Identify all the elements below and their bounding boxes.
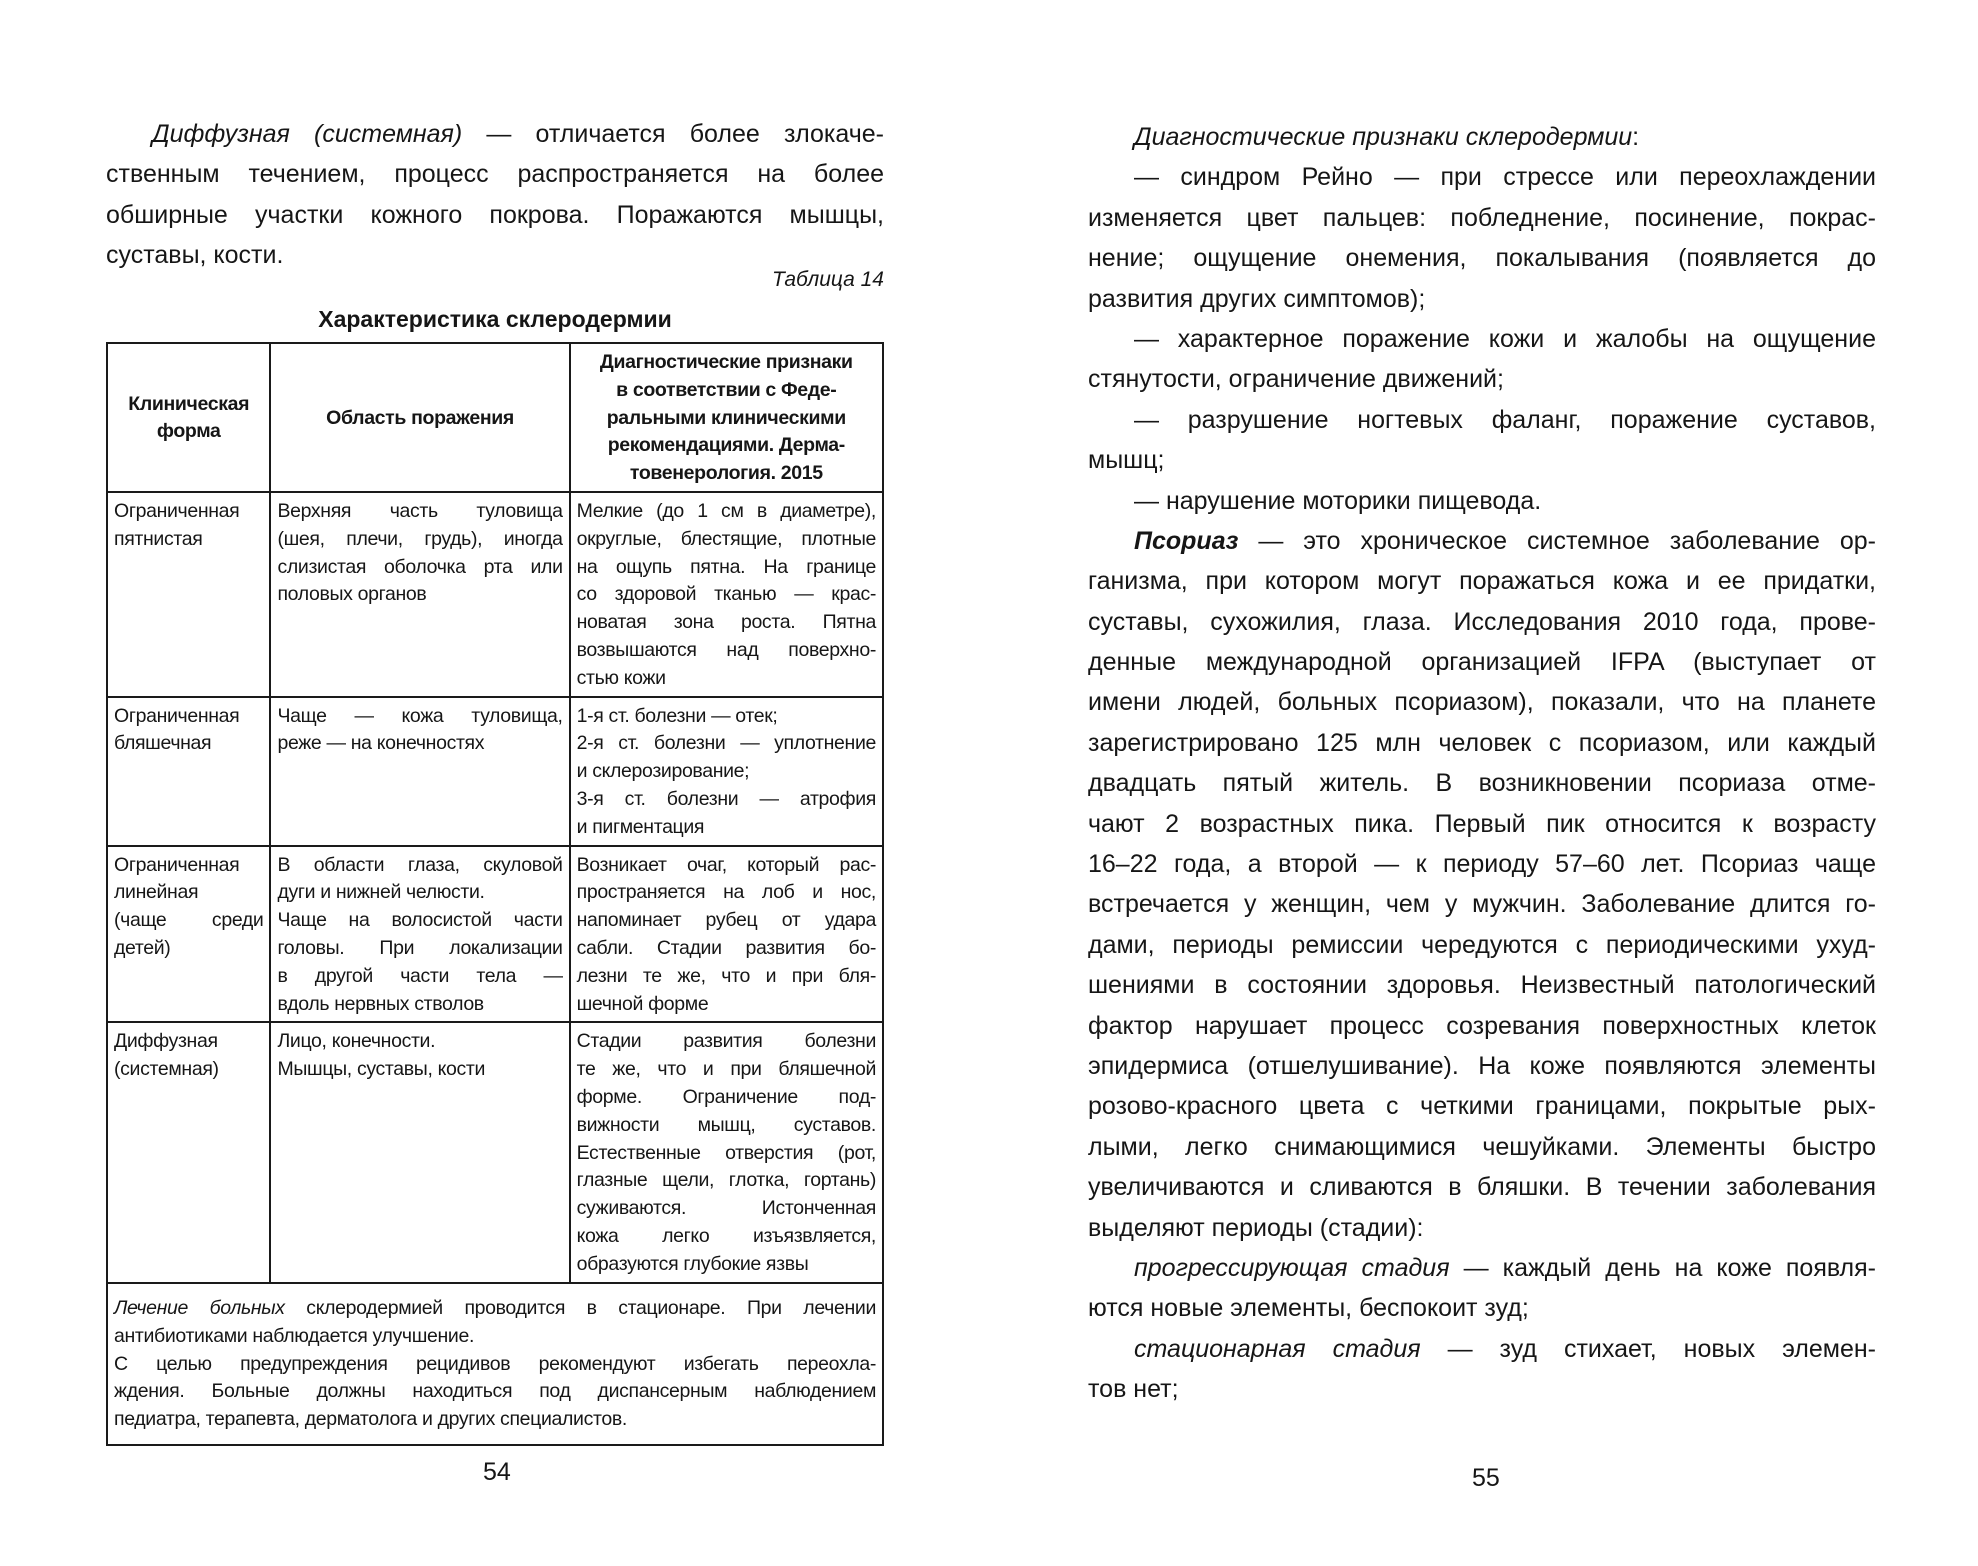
line-text: эпидермиса (отшелушивание). На коже появляются элементы	[1088, 1051, 1876, 1080]
line-text: встречается у женщин, чем у мужчин. Заболевание длится го-	[1088, 890, 1876, 919]
line-text: — это хроническое системное заболевание ор-	[1238, 526, 1876, 555]
cell-line: детей)	[114, 936, 171, 959]
text-line	[106, 154, 884, 194]
line-text: тов нет;	[1088, 1375, 1179, 1404]
text-line	[1088, 1046, 1876, 1086]
italic-term: Диффузная (системная)	[152, 120, 463, 148]
table-cell	[107, 697, 270, 846]
cell-line: вижности мышц, суставов.	[576, 1113, 876, 1136]
cell-line: те же, что и при бляшечной	[576, 1058, 876, 1081]
text-line	[1088, 1006, 1876, 1046]
line-text: чают 2 возрастных пика. Первый пик относится к возрасту	[1088, 809, 1876, 838]
line-text: денные международной организацией IFPA (выступает от	[1088, 648, 1876, 677]
line-text: развития других симптомов);	[1088, 284, 1426, 313]
line-text: двадцать пятый житель. В возникновении псориаза отме-	[1088, 769, 1876, 798]
cell-line: (шея, плечи, грудь), иногда	[277, 527, 563, 550]
page-number-left: 54	[483, 1458, 511, 1486]
cell-line: и склерозирование;	[576, 760, 750, 783]
text-line	[1088, 440, 1876, 480]
line-text: :	[1632, 123, 1640, 151]
line-text: изменяется цвет пальцев: побледнение, посинение, покрас-	[1088, 203, 1876, 232]
cell-line: форма	[156, 420, 221, 443]
text-line	[1088, 1167, 1876, 1207]
line-text: увеличиваются и сливаются в бляшки. В течении заболевания	[1088, 1173, 1876, 1202]
text-line	[1088, 1086, 1876, 1126]
cell-line: Лицо, конечности.	[277, 1030, 436, 1053]
cell-line: со здоровой тканью — крас-	[576, 583, 876, 606]
text-line	[1088, 561, 1876, 601]
table-row	[107, 492, 883, 697]
line-text: ственным течением, процесс распространяется на более	[106, 160, 884, 189]
text-line	[106, 195, 884, 235]
cell-line: шечной форме	[576, 992, 709, 1015]
text-line	[1088, 602, 1876, 642]
text-line	[1088, 682, 1876, 722]
text-line	[1088, 198, 1876, 238]
cell-line: в другой части тела —	[277, 964, 563, 987]
text-line	[1088, 642, 1876, 682]
line-text: нение; ощущение онемения, покалывания (появляется до	[1088, 244, 1876, 273]
line-text: — отличается более злокаче-	[462, 120, 885, 148]
line-text: имени людей, больных псориазом), показали, что на планете	[1088, 688, 1876, 717]
table-row	[107, 846, 883, 1023]
cell-line: Возникает очаг, который рас-	[576, 853, 876, 876]
cell-line: Область поражения	[326, 406, 514, 429]
line-text: — каждый день на коже появля-	[1449, 1253, 1877, 1282]
cell-line: в соответствии с Феде-	[616, 378, 837, 401]
line-text: педиатра, терапевта, дерматолога и других специалистов.	[114, 1408, 627, 1431]
cell-line: глазные щели, глотка, гортань)	[576, 1169, 876, 1192]
cell-line: Стадии развития болезни	[576, 1030, 876, 1053]
text-line	[1088, 359, 1876, 399]
footer-line	[114, 1323, 876, 1351]
footer-line	[114, 1351, 876, 1379]
footer-line	[114, 1295, 876, 1323]
table-row	[107, 697, 883, 846]
table-cell	[270, 1022, 569, 1282]
cell-line: форме. Ограничение под-	[576, 1085, 876, 1108]
table-cell	[270, 697, 569, 846]
cell-line: дуги и нижней челюсти.	[277, 881, 485, 904]
cell-line: напоминает рубец от удара	[576, 909, 876, 932]
cell-line: пятнистая	[114, 527, 203, 550]
line-text: — нарушение моторики пищевода.	[1134, 486, 1542, 515]
line-text: фактор нарушает процесс созревания поверхностных клеток	[1088, 1011, 1876, 1040]
table-row	[107, 1022, 883, 1282]
bold-italic-term: Псориаз	[1134, 526, 1239, 555]
cell-line: половых органов	[277, 583, 427, 606]
line-text: — характерное поражение кожи и жалобы на ощущение	[1134, 324, 1876, 353]
text-line	[1088, 1369, 1876, 1409]
cell-line: Мышцы, суставы, кости	[277, 1058, 486, 1081]
line-text: дами, периоды ремиссии чередуются с периодическими ухуд-	[1088, 930, 1876, 959]
text-line	[1088, 279, 1876, 319]
table-header-cell	[270, 343, 569, 492]
text-line	[1088, 965, 1876, 1005]
italic-term: стационарная стадия	[1134, 1334, 1421, 1363]
table-cell	[570, 492, 883, 697]
footer-line	[114, 1378, 876, 1406]
table-cell	[107, 846, 270, 1023]
line-text: розово-красного цвета с четкими границами, покрытые рых-	[1088, 1092, 1876, 1121]
text-line	[1088, 804, 1876, 844]
cell-line: сабли. Стадии развития бо-	[576, 936, 876, 959]
line-text: ждения. Больные должны находиться под диспансерным наблюдением	[114, 1380, 876, 1403]
text-line	[1088, 844, 1876, 884]
cell-line: Ограниченная	[114, 704, 240, 727]
cell-line: лезни те же, что и при бля-	[576, 964, 876, 987]
cell-line: на ощупь пятна. На границе	[576, 555, 876, 578]
table-cell	[570, 697, 883, 846]
text-line	[1088, 157, 1876, 197]
line-text: антибиотиками наблюдается улучшение.	[114, 1324, 475, 1347]
table-footer-note	[107, 1283, 883, 1445]
line-text: стянутости, ограничение движений;	[1088, 365, 1504, 394]
line-text: мышц;	[1088, 446, 1165, 475]
cell-line: суживаются. Истонченная	[576, 1197, 876, 1220]
cell-line: Верхняя часть туловища	[277, 499, 563, 522]
left-intro-paragraph	[106, 114, 884, 276]
cell-line: Диффузная	[114, 1030, 218, 1053]
cell-line: реже — на конечностях	[277, 732, 485, 755]
italic-term: прогрессирующая стадия	[1134, 1253, 1450, 1282]
table-header-cell	[570, 343, 883, 492]
cell-line: образуются глубокие язвы	[576, 1252, 809, 1275]
cell-line: рекомендациями. Дерма-	[607, 434, 845, 457]
line-text: — зуд стихает, новых элемен-	[1420, 1334, 1876, 1363]
text-line	[1088, 1127, 1876, 1167]
line-text: суставы, кости.	[106, 241, 284, 270]
cell-line: кожа легко изъязвляется,	[576, 1224, 876, 1247]
footer-line	[114, 1406, 876, 1434]
table-cell	[107, 1022, 270, 1282]
cell-line: бляшечная	[114, 732, 212, 755]
cell-line: Естественные отверстия (рот,	[576, 1141, 876, 1164]
table-cell	[107, 492, 270, 697]
table-cell	[270, 846, 569, 1023]
cell-line: головы. При локализации	[277, 936, 563, 959]
text-line	[1088, 1208, 1876, 1248]
page-number-right: 55	[1472, 1464, 1500, 1492]
cell-line: новатая зона роста. Пятна	[576, 611, 876, 634]
text-line	[1088, 117, 1876, 157]
line-text: склеродермией проводится в стационаре. При лечении	[284, 1297, 876, 1319]
cell-line: возвышаются над поверхно-	[576, 638, 876, 661]
table-header-cell	[107, 343, 270, 492]
text-line	[1088, 763, 1876, 803]
text-line	[106, 235, 884, 275]
cell-line: Ограниченная	[114, 499, 240, 522]
text-line	[1088, 1329, 1876, 1369]
table-footer-row	[107, 1283, 883, 1445]
italic-term: Диагностические признаки склеродермии	[1134, 123, 1633, 151]
line-text: выделяют периоды (стадии):	[1088, 1213, 1424, 1242]
text-line	[1088, 925, 1876, 965]
text-line	[1088, 884, 1876, 924]
line-text: лыми, легко снимающимися чешуйками. Элементы быстро	[1088, 1132, 1876, 1161]
table-cell	[570, 846, 883, 1023]
table-cell	[570, 1022, 883, 1282]
line-text: — разрушение ногтевых фаланг, поражение суставов,	[1134, 405, 1876, 434]
cell-line: 3-я ст. болезни — атрофия	[576, 787, 876, 810]
cell-line: слизистая оболочка рта или	[277, 555, 563, 578]
cell-line: стью кожи	[576, 666, 666, 689]
cell-line: В области глаза, скуловой	[277, 853, 563, 876]
text-line	[1088, 319, 1876, 359]
cell-line: Клиническая	[128, 392, 250, 415]
text-line	[1088, 1288, 1876, 1328]
cell-line: линейная	[114, 881, 199, 904]
table-number-label: Таблица 14	[771, 268, 884, 291]
cell-line: 2-я ст. болезни — уплотнение	[576, 732, 876, 755]
right-page-text	[1088, 117, 1876, 1410]
cell-line: товенерология. 2015	[629, 462, 823, 485]
cell-line: округлые, блестящие, плотные	[576, 527, 876, 550]
cell-line: ральными клиническими	[606, 406, 846, 429]
table-title: Характеристика склеродермии	[318, 306, 672, 332]
line-text: ются новые элементы, беспокоит зуд;	[1088, 1294, 1529, 1323]
cell-line: (системная)	[114, 1058, 219, 1081]
line-text: обширные участки кожного покрова. Поражаются мышцы,	[106, 200, 884, 229]
line-text: суставы, сухожилия, глаза. Исследования 2010 года, прове-	[1088, 607, 1876, 636]
table-header-row	[107, 343, 883, 492]
line-text: шениями в состоянии здоровья. Неизвестный патологический	[1088, 971, 1876, 1000]
text-line	[1088, 481, 1876, 521]
cell-line: Диагностические признаки	[599, 351, 853, 373]
cell-line: Чаще — кожа туловища,	[277, 704, 563, 727]
cell-line: 1-я ст. болезни — отек;	[576, 704, 778, 727]
cell-line: и пигментация	[576, 815, 705, 838]
table-cell	[270, 492, 569, 697]
cell-line: вдоль нервных стволов	[277, 992, 484, 1015]
text-line	[1088, 521, 1876, 561]
italic-term: Лечение больных	[114, 1297, 285, 1319]
cell-line: пространяется на лоб и нос,	[576, 881, 876, 904]
line-text: зарегистрировано 125 млн человек с псориазом, или каждый	[1088, 728, 1876, 757]
line-text: ганизма, при котором могут поражаться кожа и ее придатки,	[1088, 567, 1876, 596]
line-text: 16–22 года, а второй — к периоду 57–60 лет. Псориаз чаще	[1088, 850, 1876, 879]
line-text: С целью предупреждения рецидивов рекомендуют избегать переохла-	[114, 1352, 876, 1375]
cell-line: Мелкие (до 1 см в диаметре),	[576, 499, 876, 522]
text-line	[1088, 238, 1876, 278]
text-line	[1088, 723, 1876, 763]
cell-line: Чаще на волосистой части	[277, 909, 563, 932]
line-text: — синдром Рейно — при стрессе или переохлаждении	[1134, 163, 1876, 192]
text-line	[1088, 1248, 1876, 1288]
cell-line: Ограниченная	[114, 853, 240, 876]
cell-line: (чаще среди	[114, 909, 264, 932]
text-line	[1088, 400, 1876, 440]
text-line	[106, 114, 884, 154]
scleroderma-table	[106, 342, 884, 1446]
